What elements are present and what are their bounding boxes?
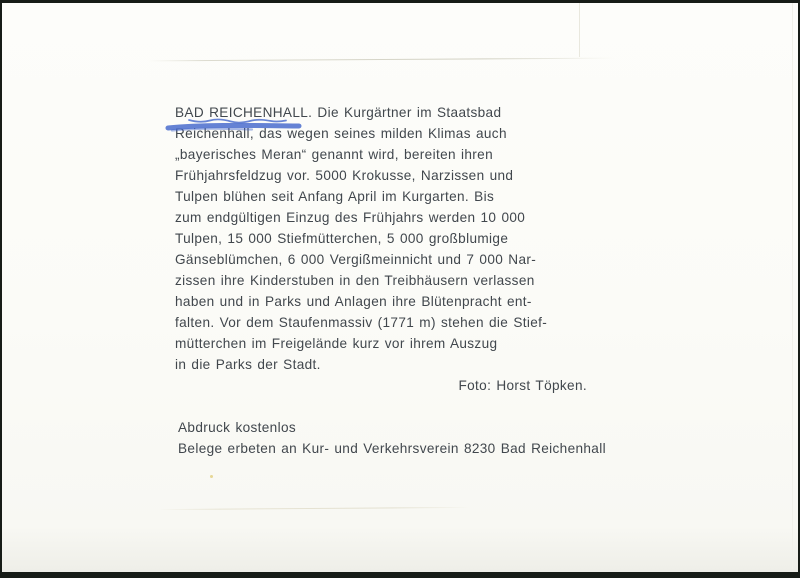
- reprint-note-line: Belege erbeten an Kur- und Verkehrsverein 8230 Bad Reichenhall: [178, 441, 606, 456]
- photo-credit: Foto: Horst Töpken.: [458, 378, 587, 393]
- caption-line: Tulpen, 15 000 Stiefmütterchen, 5 000 großblumige: [175, 231, 509, 246]
- paper-crease-vertical: [579, 3, 580, 57]
- caption-line: Frühjahrsfeldzug vor. 5000 Krokusse, Narzissen und: [175, 168, 514, 183]
- caption-line: zissen ihre Kinderstuben in den Treibhäusern verlassen: [175, 273, 535, 288]
- caption-line: Reichenhall, das wegen seines milden Klimas auch: [175, 126, 507, 141]
- caption-card-paper: [2, 3, 798, 572]
- caption-line: falten. Vor dem Staufenmassiv (1771 m) stehen die Stief-: [175, 315, 548, 330]
- paper-edge-line-top: [148, 58, 614, 62]
- paper-speck: [210, 475, 213, 478]
- paper-crease-right: [792, 3, 793, 569]
- paper-edge-line-bottom: [158, 507, 470, 510]
- caption-text-block: [175, 102, 587, 396]
- reprint-note-block: [178, 417, 698, 459]
- caption-line: Gänseblümchen, 6 000 Vergißmeinnicht und 7 000 Nar-: [175, 252, 537, 267]
- caption-line: zum endgültigen Einzug des Frühjahrs werden 10 000: [175, 210, 526, 225]
- caption-line: haben und in Parks und Anlagen ihre Blütenpracht ent-: [175, 294, 532, 309]
- caption-line: BAD REICHENHALL. Die Kurgärtner im Staatsbad: [175, 105, 502, 120]
- caption-line: Tulpen blühen seit Anfang April im Kurgarten. Bis: [175, 189, 495, 204]
- caption-line: mütterchen im Freigelände kurz vor ihrem Auszug: [175, 336, 498, 351]
- caption-line: „bayerisches Meran“ genannt wird, bereiten ihren: [175, 147, 493, 162]
- caption-line: in die Parks der Stadt.: [175, 357, 321, 372]
- reprint-note-line: Abdruck kostenlos: [178, 420, 297, 435]
